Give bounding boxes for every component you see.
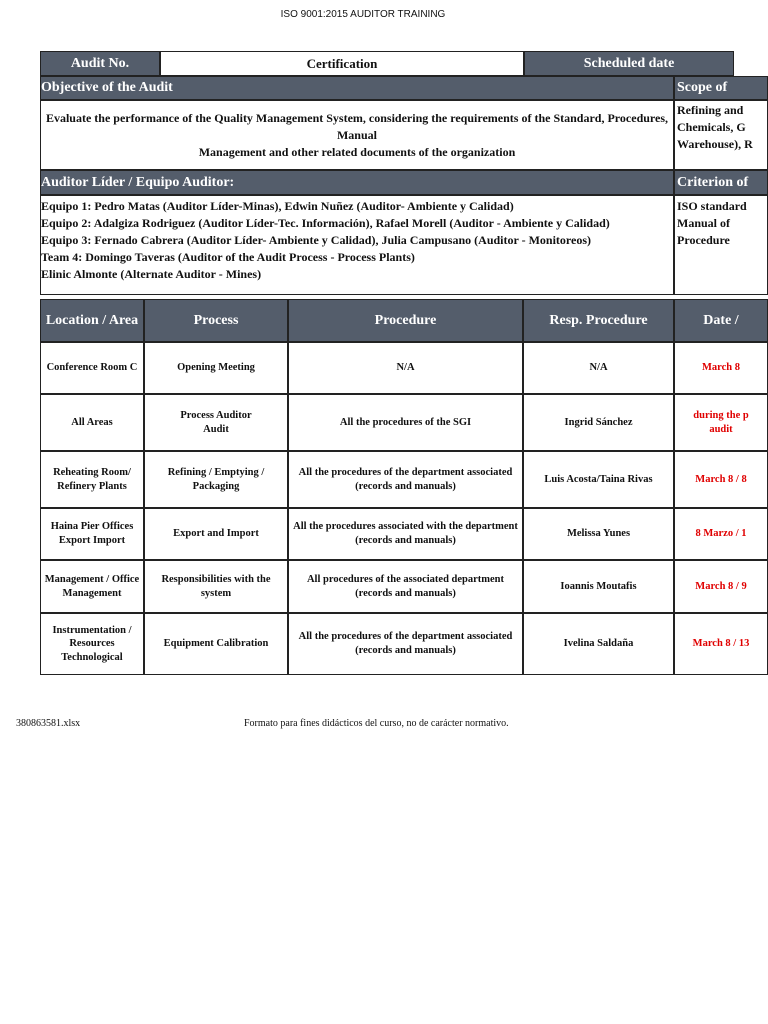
cell-process: Equipment Calibration [144, 613, 288, 675]
cell-resp-procedure: Melissa Yunes [523, 508, 674, 560]
cell-process: Opening Meeting [144, 342, 288, 394]
footer-note: Formato para fines didácticos del curso, no de carácter normativo. [244, 718, 509, 729]
criterion-text: ISO standard Manual of Procedure [674, 195, 768, 295]
team-member: Equipo 1: Pedro Matas (Auditor Líder-Minas), Edwin Nuñez (Auditor- Ambiente y Calidad) [41, 199, 514, 213]
audit-no-value: Certification [160, 51, 524, 76]
team-member: Equipo 3: Fernado Cabrera (Auditor Líder- Ambiente y Calidad), Julia Campusano (Auditor - Monitoreos) [41, 233, 592, 247]
scheduled-date-label: Scheduled date [524, 51, 734, 76]
scope-text: Refining and Chemicals, G Warehouse), R [674, 100, 768, 170]
team-members [40, 195, 674, 295]
col-header-date: Date / [674, 299, 768, 342]
page-title: ISO 9001:2015 AUDITOR TRAINING [280, 9, 446, 20]
team-member: Elinic Almonte (Alternate Auditor - Mines) [41, 267, 262, 281]
audit-sheet [40, 51, 768, 675]
team-member: Team 4: Domingo Taveras (Auditor of the Audit Process - Process Plants) [41, 250, 415, 264]
cell-procedure: All the procedures of the department associated (records and manuals) [288, 613, 523, 675]
cell-resp-procedure: Ingrid Sánchez [523, 394, 674, 451]
cell-procedure: All procedures of the associated department (records and manuals) [288, 560, 523, 613]
cell-procedure: N/A [288, 342, 523, 394]
cell-location: All Areas [40, 394, 144, 451]
cell-procedure: All the procedures of the department associated (records and manuals) [288, 451, 523, 508]
cell-location: Management / Office Management [40, 560, 144, 613]
cell-location: Reheating Room/ Refinery Plants [40, 451, 144, 508]
team-label: Auditor Líder / Equipo Auditor: [40, 170, 674, 195]
cell-procedure: All the procedures associated with the department (records and manuals) [288, 508, 523, 560]
audit-no-label: Audit No. [40, 51, 160, 76]
col-header-resp-procedure: Resp. Procedure [523, 299, 674, 342]
cell-process: Export and Import [144, 508, 288, 560]
footer-filename: 380863581.xlsx [16, 718, 81, 729]
cell-process: Responsibilities with the system [144, 560, 288, 613]
cell-location: Instrumentation / Resources Technological [40, 613, 144, 675]
objective-label: Objective of the Audit [40, 76, 674, 100]
cell-location: Haina Pier Offices Export Import [40, 508, 144, 560]
col-header-procedure: Procedure [288, 299, 523, 342]
col-header-location: Location / Area [40, 299, 144, 342]
cell-resp-procedure: Ivelina Saldaña [523, 613, 674, 675]
objective-text: Evaluate the performance of the Quality Management System, considering the requirements of the Standard, Procedures, Manual Management and other related documents of the organization [40, 100, 674, 170]
cell-date: March 8 [674, 342, 768, 394]
cell-date: during the p audit [674, 394, 768, 451]
cell-date: March 8 / 9 [674, 560, 768, 613]
cell-procedure: All the procedures of the SGI [288, 394, 523, 451]
cell-resp-procedure: Ioannis Moutafis [523, 560, 674, 613]
cell-process: Process Auditor Audit [144, 394, 288, 451]
cell-date: 8 Marzo / 1 [674, 508, 768, 560]
cell-process: Refining / Emptying / Packaging [144, 451, 288, 508]
scope-label: Scope of [674, 76, 768, 100]
cell-date: March 8 / 13 [674, 613, 768, 675]
team-member: Equipo 2: Adalgiza Rodriguez (Auditor Líder-Tec. Información), Rafael Morell (Auditor - Ambiente y Calidad) [41, 216, 610, 230]
cell-resp-procedure: N/A [523, 342, 674, 394]
col-header-process: Process [144, 299, 288, 342]
cell-location: Conference Room C [40, 342, 144, 394]
cell-resp-procedure: Luis Acosta/Taina Rivas [523, 451, 674, 508]
criterion-label: Criterion of [674, 170, 768, 195]
cell-date: March 8 / 8 [674, 451, 768, 508]
